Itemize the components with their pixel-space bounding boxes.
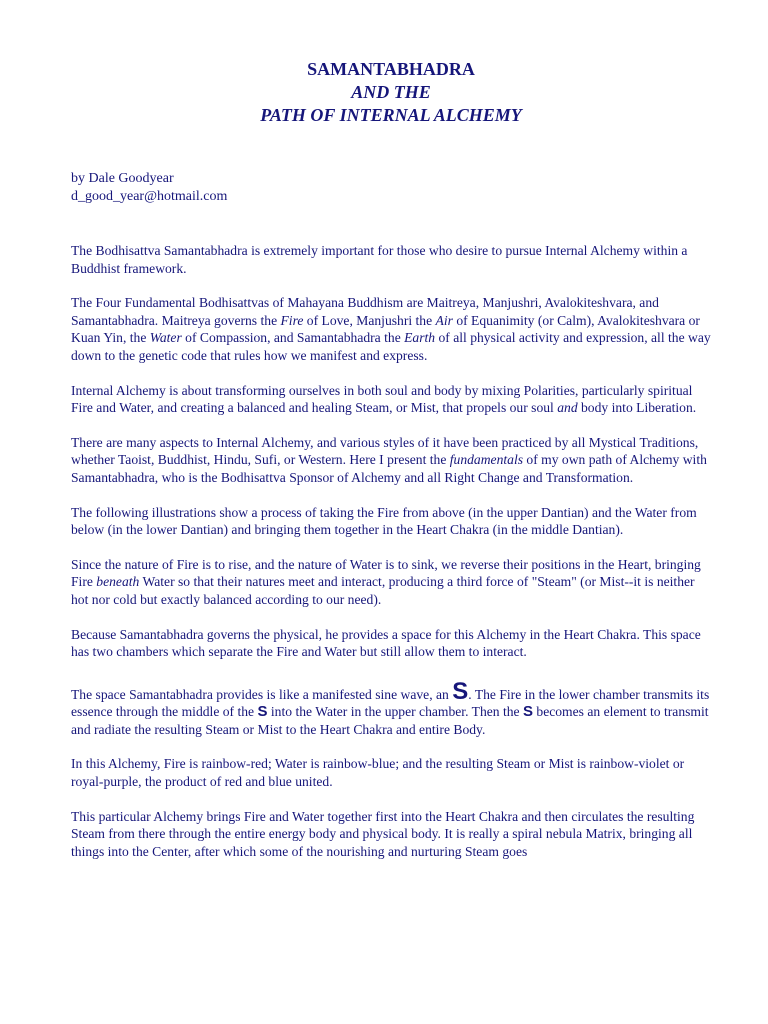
text-run: of all physical activity and expression, all the way down to the genetic code that rules how we manifest and express. xyxy=(71,330,711,363)
emphasis-beneath: beneath xyxy=(96,574,140,590)
emphasis-and: and xyxy=(557,400,578,416)
text-run: . The Fire in the lower chamber transmits its essence through the middle of the xyxy=(71,686,710,720)
paragraph-5: The following illustrations show a process of taking the Fire from above (in the upper Dantian) and the Water from below (in the lower Dantian) and bringing them together in the Heart Chakra (in the middle Dantian). xyxy=(71,504,697,538)
text-run: Water so that their natures meet and interact, producing a third force of "Steam" (or Mist--it is neither hot nor cold but exactly balanced according to our need). xyxy=(71,574,695,607)
text-run: of my own path of Alchemy with Samantabhadra, who is the Bodhisattva Sponsor of Alchemy and all Right Change and Transformation. xyxy=(71,452,707,485)
text-run: Since the nature of Fire is to rise, and the nature of Water is to sink, we reverse their positions in the Heart, bringing Fire xyxy=(71,556,701,590)
text-run: body into Liberation. xyxy=(577,400,697,416)
paragraph-2 xyxy=(71,294,711,364)
emphasis-air: Air xyxy=(435,312,453,328)
paragraph-4 xyxy=(71,434,711,487)
paragraph-1: The Bodhisattva Samantabhadra is extremely important for those who desire to pursue Internal Alchemy within a Buddhist framework. xyxy=(71,243,688,276)
paragraph-9: In this Alchemy, Fire is rainbow-red; Water is rainbow-blue; and the resulting Steam or Mist is rainbow-violet or royal-purple, the product of red and blue united. xyxy=(71,756,685,790)
document-title xyxy=(71,58,711,127)
title-line-2: AND THE xyxy=(351,82,431,102)
emphasis-fundamentals: fundamentals xyxy=(449,452,524,468)
paragraph-7: Because Samantabhadra governs the physical, he provides a space for this Alchemy in the Heart Chakra. This space has two chambers which separate the Fire and Water but still allow them to interact. xyxy=(71,626,701,660)
text-run: into the Water in the upper chamber. Then the xyxy=(267,704,523,720)
text-run: Internal Alchemy is about transforming ourselves in both soul and body by mixing Polarities, particularly spiritual Fire and Water, and creating a balanced and healing Steam, or Mist, that propels our soul xyxy=(71,382,693,416)
paragraph-3 xyxy=(71,382,711,417)
sine-wave-s-symbol: S xyxy=(257,703,268,721)
title-line-3: PATH OF INTERNAL ALCHEMY xyxy=(260,105,522,125)
title-line-1: SAMANTABHADRA xyxy=(307,59,475,79)
emphasis-earth: Earth xyxy=(404,330,436,346)
paragraph-8 xyxy=(71,677,711,739)
paragraph-10: This particular Alchemy brings Fire and Water together first into the Heart Chakra and then circulates the resulting Steam from there through the entire energy body and physical body. It is really a spiral nebula Matrix, bringing all things into the Center, after which some of the nourishing and nurturing Steam goes xyxy=(71,808,695,859)
author-name: by Dale Goodyear xyxy=(71,171,174,186)
text-run: of Love, Manjushri the xyxy=(303,312,436,328)
sine-wave-s-symbol: S xyxy=(522,703,533,721)
text-run: of Equanimity (or Calm), Avalokiteshvara or Kuan Yin, the xyxy=(71,312,700,346)
emphasis-water: Water xyxy=(149,330,182,346)
sine-wave-s-symbol: S xyxy=(452,677,469,705)
text-run: The space Samantabhadra provides is like a manifested sine wave, an xyxy=(71,686,453,702)
text-run: becomes an element to transmit and radiate the resulting Steam or Mist to the Heart Chakra and entire Body. xyxy=(71,704,709,737)
document-page xyxy=(71,58,711,860)
emphasis-fire: Fire xyxy=(280,312,304,328)
byline xyxy=(71,170,711,206)
text-run: of Compassion, and Samantabhadra the xyxy=(181,330,405,346)
paragraph-6 xyxy=(71,556,711,609)
text-run: The Four Fundamental Bodhisattvas of Mahayana Buddhism are Maitreya, Manjushri, Avalokiteshvara, and Samantabhadra. Maitreya governs the xyxy=(71,295,659,328)
text-run: There are many aspects to Internal Alchemy, and various styles of it have been practiced by all Mystical Traditions, whether Taoist, Buddhist, Hindu, Sufi, or Western. Here I present the xyxy=(71,434,699,468)
author-email: d_good_year@hotmail.com xyxy=(71,189,228,204)
